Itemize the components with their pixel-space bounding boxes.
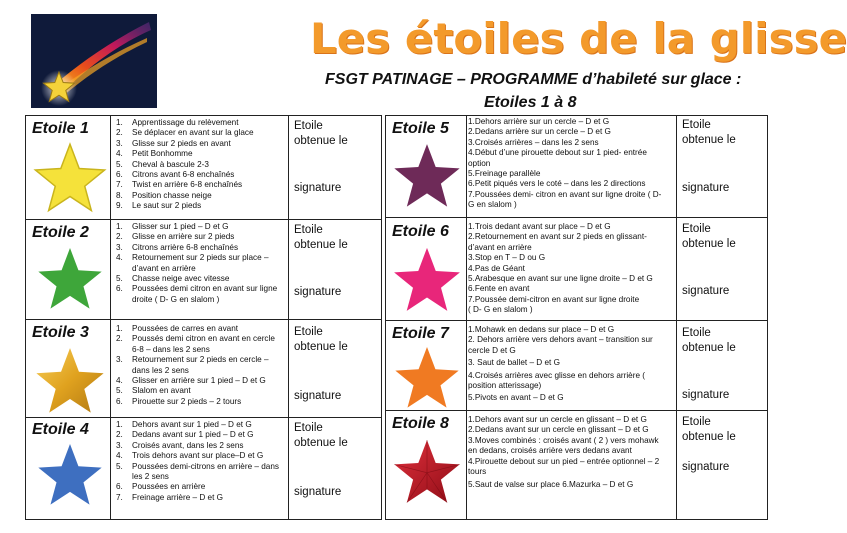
blue-star-icon: [35, 442, 105, 506]
list-item: 6. Citrons avant 6-8 enchaînés: [116, 170, 235, 180]
star-row-3: [26, 319, 381, 418]
list-item: 5. Chasse neige avec vitesse: [116, 274, 230, 284]
star-obtained-label: Etoile obtenue le: [294, 422, 348, 449]
star-row-5: [386, 116, 767, 217]
green-star-icon: [35, 246, 105, 310]
star-7-name: Etoile 7: [392, 325, 449, 342]
pink-star-icon: [392, 245, 462, 313]
list-item: 1. Glisser sur 1 pied – D et G: [116, 222, 229, 231]
list-item: 1. Dehors avant sur 1 pied – D et G: [116, 420, 252, 429]
star-obtained-label: Etoile obtenue le: [682, 416, 736, 443]
list-item: 1.Dehors avant sur un cercle en glissant – D et G: [468, 415, 647, 424]
star-obtained-label: Etoile obtenue le: [682, 119, 736, 146]
list-item: 3. Citrons arrière 6-8 enchaînés: [116, 242, 239, 252]
star-6-name: Etoile 6: [392, 223, 449, 240]
list-item: 4. Glisser en arrière sur 1 pied – D et G: [116, 376, 266, 386]
list-item: 6. Pirouette sur 2 pieds – 2 tours: [116, 396, 242, 406]
star-1-name: Etoile 1: [32, 120, 89, 137]
list-item: 3. Glisse sur 2 pieds en avant: [116, 138, 231, 148]
list-item: 5.Saut de valse sur place 6.Mazurka – D et G: [468, 480, 634, 490]
list-item: 4.Pas de Géant: [468, 263, 525, 273]
list-item: 2.Retournement en avant sur 2 pieds en glissant-: [468, 232, 647, 242]
shooting-star-logo: [31, 14, 157, 108]
star-4-name: Etoile 4: [32, 421, 89, 438]
star-obtained-label: Etoile obtenue le: [682, 327, 736, 354]
list-item: 3.Moves combinés : croisés avant ( 2 ) vers mohawk: [468, 435, 659, 445]
star-row-2: [26, 219, 381, 320]
list-item: 6.Petit piqués vers le coté – dans les 2 directions: [468, 179, 646, 189]
star-row-4: [26, 417, 381, 520]
list-item: 6. Poussées en arrière: [116, 482, 206, 492]
star-7-skills: [468, 325, 676, 404]
program-subtitle: FSGT PATINAGE – PROGRAMME d’habileté sur glace :: [325, 71, 742, 88]
star-8-name: Etoile 8: [392, 415, 449, 432]
list-item: 1.Mohawk en dedans sur place – D et G: [468, 325, 615, 334]
star-row-7: [386, 320, 767, 411]
star-obtained-label: Etoile obtenue le: [294, 224, 348, 251]
list-item: 6. Poussées demi citron en avant sur ligne droite ( D- G en slalom ): [116, 284, 278, 304]
stars-range-subtitle: Etoiles 1 à 8: [484, 94, 577, 111]
list-item: 7.Poussées demi- citron en avant sur ligne droite ( D-: [468, 189, 662, 199]
list-item: 6.Fente en avant: [468, 284, 530, 294]
star-row-8: [386, 410, 767, 520]
list-item: 4. Petit Bonhomme: [116, 149, 193, 159]
list-item: 1.Trois dedant avant sur place – D et G: [468, 222, 611, 231]
list-item: 4.Début d’une pirouette debout sur 1 pied- entrée: [468, 148, 647, 158]
list-item: 7. Twist en arrière 6-8 enchaînés: [116, 180, 243, 190]
list-item: 5. Cheval à bascule 2-3: [116, 159, 209, 169]
list-item: 2. Dedans avant sur 1 pied – D et G: [116, 430, 254, 440]
list-item: d’avant en arrière: [468, 242, 532, 252]
list-item: 9. Le saut sur 2 pieds: [116, 201, 202, 211]
signature-label: signature: [294, 182, 342, 194]
list-item: 3.Stop en T – D ou G: [468, 253, 546, 263]
list-item: 2. Glisse en arrière sur 2 pieds: [116, 232, 235, 242]
list-item: 5.Pivots en avant – D et G: [468, 393, 564, 403]
star-6-skills: [468, 222, 676, 316]
signature-label: signature: [682, 182, 730, 194]
orange-star-icon: [393, 345, 461, 409]
star-obtained-label: Etoile obtenue le: [294, 120, 348, 147]
star-8-skills: [468, 415, 676, 491]
signature-label: signature: [682, 285, 730, 297]
signature-label: signature: [294, 486, 342, 498]
list-item: 7. Freinage arrière – D et G: [116, 492, 224, 502]
list-item: 4.Pirouette debout sur un pied – entrée optionnel – 2: [468, 456, 660, 466]
list-item: 7.Poussée demi-citron en avant sur ligne droite: [468, 294, 640, 304]
list-item: 2. Dehors arrière vers dehors avant – transition sur: [468, 335, 653, 345]
signature-label: signature: [682, 389, 730, 401]
list-item: cercle D et G: [468, 345, 516, 355]
purple-star-icon: [391, 142, 463, 208]
list-item: 3. Saut de ballet – D et G: [468, 358, 560, 368]
star-obtained-label: Etoile obtenue le: [294, 326, 348, 353]
list-item: G en slalom ): [468, 200, 517, 210]
list-item: 4. Retournement sur 2 pieds sur place – d’avant en arrière: [116, 253, 269, 273]
list-item: position atterissage): [468, 381, 542, 391]
list-item: 2.Dedans arrière sur un cercle – D et G: [468, 127, 611, 137]
list-item: option: [468, 158, 491, 168]
list-item: 4. Trois dehors avant sur place–D et G: [116, 451, 264, 461]
star-obtained-label: Etoile obtenue le: [682, 223, 736, 250]
star-5-skills: [468, 117, 676, 211]
left-star-table: [25, 115, 382, 520]
yellow-star-icon: [32, 142, 108, 212]
star-2-skills: [116, 222, 284, 305]
list-item: en dedans, croisés arrière vers dedans avant: [468, 446, 632, 456]
star-5-name: Etoile 5: [392, 120, 449, 137]
list-item: 5. Slalom en avant: [116, 386, 191, 396]
star-row-1: [26, 116, 381, 219]
list-item: 5.Arabesque en avant sur une ligne droite – D et G: [468, 274, 653, 284]
red-star-icon: [392, 438, 462, 504]
list-item: 1. Apprentissage du relèvement: [116, 118, 239, 127]
star-2-name: Etoile 2: [32, 224, 89, 241]
signature-label: signature: [682, 461, 730, 473]
list-item: ( D- G en slalom ): [468, 305, 533, 315]
right-star-table: [385, 115, 768, 520]
star-row-6: [386, 217, 767, 321]
star-1-skills: [116, 118, 284, 212]
star-4-skills: [116, 420, 284, 503]
list-item: 1. Poussées de carres en avant: [116, 324, 239, 333]
star-3-name: Etoile 3: [32, 324, 89, 341]
star-3-skills: [116, 324, 284, 407]
gold-star-icon: [33, 346, 107, 414]
list-item: 5.Freinage parallèle: [468, 169, 541, 179]
list-item: tours: [468, 467, 487, 477]
list-item: 4.Croisés arrières avec glisse en dehors arrière (: [468, 370, 646, 380]
list-item: 3. Croisés avant, dans les 2 sens: [116, 440, 244, 450]
list-item: 2.Dedans avant sur un cercle en glissant – D et G: [468, 425, 649, 435]
signature-label: signature: [294, 286, 342, 298]
list-item: 8. Position chasse neige: [116, 190, 212, 200]
page-title: Les étoiles de la glisse: [310, 14, 847, 63]
list-item: 2. Poussés demi citron en avant en cercle 6-8 – dans les 2 sens: [116, 334, 275, 354]
list-item: 1.Dehors arrière sur un cercle – D et G: [468, 117, 610, 126]
list-item: 3.Croisés arrières – dans les 2 sens: [468, 137, 599, 147]
signature-label: signature: [294, 390, 342, 402]
list-item: 2. Se déplacer en avant sur la glace: [116, 128, 254, 138]
list-item: 5. Poussées demi-citrons en arrière – dans les 2 sens: [116, 461, 279, 482]
list-item: 3. Retournement sur 2 pieds en cercle – dans les 2 sens: [116, 355, 269, 375]
